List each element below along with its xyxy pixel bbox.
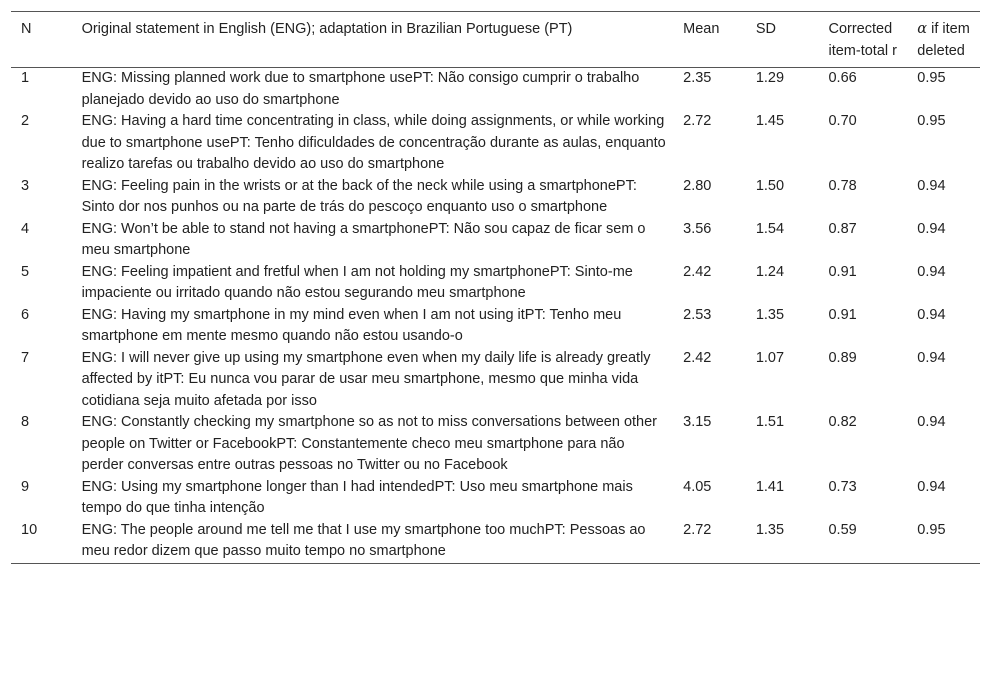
table-row	[11, 176, 980, 219]
cell-mean: 3.15	[683, 414, 712, 430]
cell-alpha: 0.94	[917, 478, 946, 495]
cell-sd: 1.54	[755, 220, 785, 237]
cell-alpha: 0.95	[917, 113, 946, 129]
cell-statement: ENG: Missing planned work due to smartphone usePT: Não consigo cumprir o trabalho planejado devido ao uso do smartphone	[81, 70, 640, 108]
cell-alpha: 0.94	[917, 263, 946, 280]
cell-corrected-r: 0.87	[828, 220, 857, 237]
cell-statement: ENG: Having my smartphone in my mind even when I am not using itPT: Tenho meu smartphone em mente mesmo quando não estou usando-o	[81, 306, 622, 344]
table-body	[11, 68, 980, 564]
cell-n: 5	[21, 263, 30, 280]
cell-corrected-r: 0.73	[828, 478, 857, 495]
cell-corrected-r: 0.89	[828, 349, 857, 366]
table-row	[11, 68, 980, 112]
table-row	[11, 348, 980, 413]
cell-alpha: 0.94	[917, 414, 946, 430]
cell-sd: 1.51	[755, 414, 785, 430]
cell-n: 3	[21, 177, 30, 194]
cell-mean: 2.35	[683, 70, 712, 86]
cell-statement: ENG: Feeling impatient and fretful when I am not holding my smartphonePT: Sinto-me impaciente ou irritado quando não estou segurando meu smartphone	[81, 263, 633, 301]
table-row	[11, 477, 980, 520]
cell-mean: 3.56	[683, 220, 712, 237]
cell-sd: 1.24	[755, 263, 785, 280]
cell-alpha: 0.94	[917, 177, 946, 194]
cell-statement: ENG: Having a hard time concentrating in class, while doing assignments, or while working due to smartphone usePT: Tenho dificuldades de concentração durante as aulas, enquanto realizo tarefas ou trabalho devido ao uso do smartphone	[81, 113, 666, 172]
cell-sd: 1.07	[755, 349, 785, 366]
cell-alpha: 0.94	[917, 306, 946, 323]
cell-mean: 2.42	[683, 263, 712, 280]
cell-n: 8	[21, 414, 30, 430]
cell-alpha: 0.94	[917, 220, 946, 237]
header-corrected-item-total: Corrected item-total r	[828, 21, 897, 59]
table-row	[11, 111, 980, 176]
cell-statement: ENG: Constantly checking my smartphone so as not to miss conversations between other people on Twitter or FacebookPT: Constantemente checo meu smartphone para não perder conversas entre outras pessoas no Twitter ou no Facebook	[81, 414, 658, 473]
cell-corrected-r: 0.91	[828, 306, 857, 323]
cell-mean: 2.72	[683, 521, 712, 538]
cell-n: 6	[21, 306, 30, 323]
cell-sd: 1.35	[755, 306, 785, 323]
table-row	[11, 219, 980, 262]
cell-alpha: 0.94	[917, 349, 946, 366]
cell-sd: 1.41	[755, 478, 785, 495]
cell-n: 10	[21, 521, 38, 538]
cell-alpha: 0.95	[917, 521, 946, 538]
cell-mean: 2.53	[683, 306, 712, 323]
cell-corrected-r: 0.70	[828, 113, 857, 129]
alpha-symbol: α	[917, 21, 928, 37]
cell-corrected-r: 0.82	[828, 414, 857, 430]
header-mean: Mean	[683, 21, 720, 37]
cell-mean: 2.72	[683, 113, 712, 129]
cell-mean: 4.05	[683, 478, 712, 495]
cell-n: 1	[21, 70, 30, 86]
cell-corrected-r: 0.78	[828, 177, 857, 194]
cell-mean: 2.42	[683, 349, 712, 366]
cell-n: 4	[21, 220, 30, 237]
alpha-header-text: if item deleted	[917, 21, 970, 59]
table-row	[11, 520, 980, 564]
cell-statement: ENG: Using my smartphone longer than I had intendedPT: Uso meu smartphone mais tempo do que tinha intenção	[81, 478, 633, 516]
cell-corrected-r: 0.59	[828, 521, 857, 538]
cell-sd: 1.35	[755, 521, 785, 538]
cell-corrected-r: 0.66	[828, 70, 857, 86]
cell-statement: ENG: Feeling pain in the wrists or at the back of the neck while using a smartphonePT: Sinto dor nos punhos ou na parte de trás do pescoço enquanto uso o smartphone	[81, 177, 637, 215]
cell-n: 9	[21, 478, 30, 495]
header-alpha-if-deleted	[907, 12, 980, 68]
table-row	[11, 262, 980, 305]
cell-alpha: 0.95	[917, 70, 946, 86]
header-n: N	[21, 21, 32, 37]
cell-mean: 2.80	[683, 177, 712, 194]
table-header	[11, 12, 980, 68]
cell-statement: ENG: I will never give up using my smartphone even when my daily life is already greatly affected by itPT: Eu nunca vou parar de usar meu smartphone, mesmo que minha vida cotidiana seja muito afetada por isso	[81, 349, 651, 409]
data-table	[11, 11, 980, 564]
header-sd: SD	[755, 21, 776, 37]
cell-n: 2	[21, 113, 30, 129]
header-statement: Original statement in English (ENG); adaptation in Brazilian Portuguese (PT)	[81, 21, 573, 37]
table-row	[11, 412, 980, 477]
cell-n: 7	[21, 349, 30, 366]
table-container	[11, 11, 980, 564]
cell-statement: ENG: The people around me tell me that I use my smartphone too muchPT: Pessoas ao meu redor dizem que passo muito tempo no smartphone	[81, 521, 646, 559]
cell-sd: 1.29	[755, 70, 785, 86]
header-row	[11, 12, 980, 68]
cell-sd: 1.50	[755, 177, 785, 194]
cell-sd: 1.45	[755, 113, 785, 129]
cell-statement: ENG: Won’t be able to stand not having a smartphonePT: Não sou capaz de ficar sem o meu smartphone	[81, 220, 646, 258]
cell-corrected-r: 0.91	[828, 263, 857, 280]
table-row	[11, 305, 980, 348]
